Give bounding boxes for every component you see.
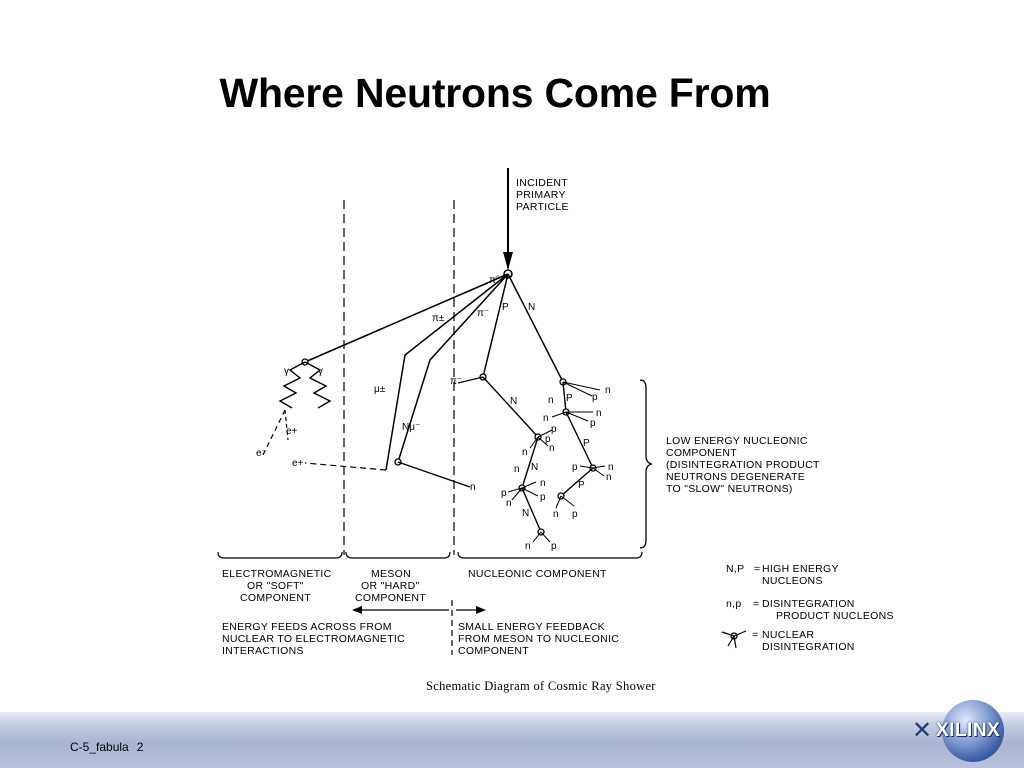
label-p-e: p — [551, 541, 557, 552]
label-p-f: p — [592, 392, 598, 403]
label-pi-minus-2: π⁻ — [450, 376, 463, 387]
label-N4: N — [522, 508, 530, 519]
label-e-plus-2: e+ — [292, 458, 304, 469]
em-label-2: OR "SOFT" — [247, 580, 304, 592]
em-label-1: ELECTROMAGNETIC — [222, 568, 332, 580]
legend-np-eq: = — [754, 563, 761, 575]
legend-disintegration-star-icon — [722, 631, 746, 648]
xilinx-x-mark-icon: ✕ — [912, 717, 933, 744]
label-n-j: n — [596, 408, 602, 419]
meson-feedback-track — [398, 462, 470, 487]
nucleonic-label: NUCLEONIC COMPONENT — [468, 568, 607, 580]
label-P3: P — [583, 438, 590, 449]
label-n-g: n — [605, 385, 611, 396]
slide-title: Where Neutrons Come From — [219, 70, 771, 116]
label-n-f: n — [525, 541, 531, 552]
low-energy-label-1: LOW ENERGY NUCLEONIC — [666, 435, 808, 447]
diagram-caption: Schematic Diagram of Cosmic Ray Shower — [426, 679, 656, 693]
legend-np-text-2: NUCLEONS — [762, 575, 823, 587]
label-p-d: p — [540, 492, 546, 503]
label-P: P — [502, 302, 509, 313]
gamma-zigzag-right — [305, 362, 330, 408]
legend-small-key: n,p — [726, 598, 742, 610]
label-n-m: n — [553, 509, 559, 520]
meson-label-3: COMPONENT — [355, 592, 426, 604]
track-P1-to-N2 — [483, 377, 538, 437]
feed-left-2: NUCLEAR TO ELECTROMAGNETIC — [222, 633, 406, 645]
label-mu-pm: μ± — [374, 384, 386, 395]
label-p-b: p — [545, 434, 551, 445]
label-gamma-left: γ — [284, 366, 289, 377]
label-pi-pm: π± — [432, 313, 445, 324]
label-p-c: p — [501, 488, 507, 499]
label-n-c: n — [514, 464, 520, 475]
legend-small-text-1: DISINTEGRATION — [762, 598, 855, 610]
legend-small-eq: = — [753, 598, 760, 610]
footer-label — [70, 740, 143, 754]
label-P2: P — [566, 393, 573, 404]
label-n-l: n — [606, 472, 612, 483]
stub-P4-2 — [561, 496, 574, 506]
feed-arrowhead-right — [476, 606, 486, 614]
footer-bar — [0, 712, 1024, 768]
incident-arrowhead — [503, 252, 513, 270]
low-energy-label-5: TO "SLOW" NEUTRONS) — [666, 483, 793, 495]
label-pi0: π° — [489, 275, 500, 286]
incident-label-3: PARTICLE — [516, 201, 569, 213]
brace-meson — [346, 552, 450, 558]
label-p-h: p — [572, 462, 578, 473]
label-pi-minus: π⁻ — [477, 308, 490, 319]
label-gamma-right: γ — [318, 366, 323, 377]
stub-N4-2 — [541, 532, 550, 542]
meson-to-em-dashed — [305, 463, 386, 470]
feed-left-3: INTERACTIONS — [222, 645, 304, 657]
label-p-i: p — [572, 509, 578, 520]
stub-N4-1 — [533, 532, 541, 542]
label-n-e: n — [540, 478, 546, 489]
label-N2: N — [510, 396, 518, 407]
legend-star-text-2: DISINTEGRATION — [762, 641, 855, 653]
brace-nucleonic — [458, 552, 642, 558]
branch-P — [483, 274, 508, 377]
label-N: N — [528, 302, 536, 313]
branch-N — [508, 274, 563, 382]
label-n-a: n — [522, 447, 528, 458]
meson-label-2: OR "HARD" — [361, 580, 420, 592]
low-energy-label-2: COMPONENT — [666, 447, 737, 459]
footer-deck-name: C-5_fabula — [70, 740, 129, 754]
legend-star-eq: = — [752, 629, 759, 641]
page-number: 2 — [136, 740, 144, 754]
label-n-d: n — [506, 498, 512, 509]
label-p-g: p — [590, 418, 596, 429]
label-n-i: n — [543, 413, 549, 424]
incident-label-2: PRIMARY — [516, 189, 566, 201]
low-energy-label-4: NEUTRONS DEGENERATE — [666, 471, 806, 483]
label-n-h: n — [548, 395, 554, 406]
feed-arrowhead-left — [352, 606, 362, 614]
label-e-plus-1: e+ — [286, 426, 298, 437]
meson-label-1: MESON — [371, 568, 412, 580]
label-N3: N — [531, 462, 539, 473]
label-n-b: n — [549, 443, 555, 454]
low-energy-brace — [640, 380, 652, 548]
label-e-minus: e⁻ — [256, 448, 267, 459]
label-n-feedback: n — [470, 482, 476, 493]
label-P4: P — [578, 480, 585, 491]
brace-electromagnetic — [218, 552, 342, 558]
label-p-a: p — [551, 424, 557, 435]
feed-right-1: SMALL ENERGY FEEDBACK — [458, 621, 605, 633]
feed-right-3: COMPONENT — [458, 645, 529, 657]
stub-P3-3 — [593, 468, 604, 476]
stub-Nr-1 — [563, 382, 600, 390]
feed-right-2: FROM MESON TO NUCLEONIC — [458, 633, 620, 645]
label-n-k: n — [608, 462, 614, 473]
legend-star-text-1: NUCLEAR — [762, 629, 815, 641]
em-label-3: COMPONENT — [240, 592, 311, 604]
xilinx-logo-text: XILINX — [936, 720, 1001, 741]
branch-pi-mu-2 — [398, 274, 508, 462]
legend-small-text-2: PRODUCT NUCLEONS — [776, 610, 894, 622]
low-energy-label-3: (DISINTEGRATION PRODUCT — [666, 459, 820, 471]
xilinx-logo — [906, 700, 1018, 762]
feed-left-1: ENERGY FEEDS ACROSS FROM — [222, 621, 392, 633]
incident-label-1: INCIDENT — [516, 177, 568, 189]
legend-np-key: N,P — [726, 563, 745, 575]
legend-np-text-1: HIGH ENERGY — [762, 563, 839, 575]
label-N-mu: Nμ⁻ — [402, 422, 421, 433]
